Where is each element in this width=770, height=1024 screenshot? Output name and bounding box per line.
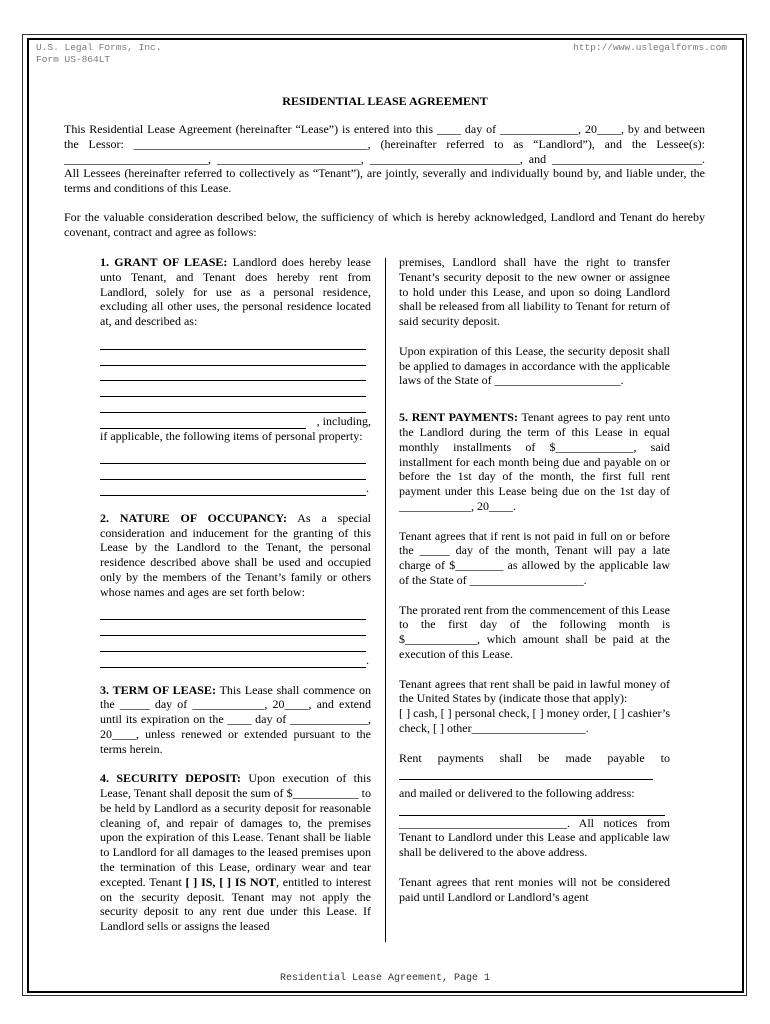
residence-line[interactable] bbox=[100, 382, 366, 397]
rent-text: Tenant agrees to pay rent unto the Landlord during the term of this Lease in equal monthly installments of $_____________, said installment for each month being due and payable on or before the 1st day of the month, the first full rent payment under this Lease being due on the 1st day of ____________, 20____. bbox=[399, 410, 670, 513]
header-left bbox=[36, 42, 161, 66]
property-blank-lines bbox=[100, 450, 371, 496]
rent-heading: 5. RENT PAYMENTS: bbox=[399, 410, 518, 425]
payable-to-text: Rent payments shall be made payable to bbox=[399, 750, 670, 765]
residence-blank-lines bbox=[100, 335, 371, 413]
section-term-of-lease bbox=[100, 683, 371, 757]
residence-last-line[interactable] bbox=[100, 416, 306, 429]
payment-methods[interactable]: [ ] cash, [ ] personal check, [ ] money order, [ ] cashier’s check, [ ] other___________________. bbox=[399, 706, 670, 735]
form-number: Form US-864LT bbox=[36, 54, 111, 65]
residence-line[interactable] bbox=[100, 398, 366, 413]
property-last-row bbox=[100, 481, 371, 496]
page-footer: Residential Lease Agreement, Page 1 bbox=[279, 973, 491, 984]
residence-line[interactable] bbox=[100, 351, 366, 366]
section-security-deposit bbox=[100, 771, 371, 934]
occupancy-heading: 2. NATURE OF OCCUPANCY: bbox=[100, 510, 287, 525]
lawful-money-text: Tenant agrees that rent shall be paid in lawful money of the United States by (indicate those that apply): bbox=[399, 676, 670, 706]
section-rent-payments bbox=[399, 410, 670, 514]
occupant-line[interactable] bbox=[100, 621, 366, 636]
term-heading: 3. TERM OF LEASE: bbox=[100, 682, 216, 697]
property-items-text: if applicable, the following items of personal property: bbox=[100, 428, 363, 443]
period: . bbox=[366, 481, 369, 496]
option-is-not-checkbox[interactable]: [ ] IS NOT bbox=[219, 874, 276, 889]
prorated-rent-text: The prorated rent from the commencement of this Lease to the first day of the following month is $____________, which amount shall be paid at the execution of this Lease. bbox=[399, 602, 670, 661]
property-line[interactable] bbox=[100, 465, 366, 480]
mailed-text: and mailed or delivered to the following address: bbox=[399, 786, 635, 801]
residence-line[interactable] bbox=[100, 367, 366, 382]
occupant-blank-lines bbox=[100, 606, 371, 668]
right-column bbox=[399, 255, 670, 919]
notices-text: ____________________________. All notices from Tenant to Landlord under this Lease and applicable law shall be delivered to the above address. bbox=[399, 815, 670, 860]
occupant-last-row bbox=[100, 653, 371, 668]
rent-monies-text: Tenant agrees that rent monies will not be considered paid until Landlord or Landlord’s agent bbox=[399, 874, 670, 904]
occupant-line[interactable] bbox=[100, 655, 366, 668]
address-line[interactable] bbox=[399, 801, 665, 816]
including-label: , including, bbox=[316, 413, 371, 428]
property-line[interactable] bbox=[100, 483, 366, 496]
consideration-paragraph: For the valuable consideration described below, the sufficiency of which is hereby acknowledged, Landlord and Tenant do hereby covenant, contract and agree as follows: bbox=[64, 210, 705, 239]
option-is-checkbox[interactable]: [ ] IS, bbox=[185, 874, 216, 889]
period: . bbox=[366, 652, 369, 667]
deposit-heading: 4. SECURITY DEPOSIT: bbox=[100, 771, 242, 786]
section-grant-of-lease bbox=[100, 255, 371, 329]
section-nature-of-occupancy bbox=[100, 511, 371, 600]
document-title: RESIDENTIAL LEASE AGREEMENT bbox=[282, 94, 488, 108]
left-column bbox=[100, 255, 371, 949]
grant-heading: 1. GRANT OF LEASE: bbox=[100, 255, 228, 269]
term-text: This Lease shall commence on the _____ day of ____________, 20____, and extend until its expiration on the ____ day of _____________, 20____, unless renewed or extended pursuant to the terms herein. bbox=[100, 682, 371, 756]
deposit-text-a: Upon execution of this Lease, Tenant shall deposit the sum of $___________ to be held by Landlord as a security deposit for reasonable cleaning of, and repair of damages to, the premises upon the expiration of this Lease. Tenant shall be liable to Landlord for all damages to the leased premises upon the termination of this Lease, ordinary wear and tear excepted. Tenant bbox=[100, 771, 372, 889]
header-url[interactable]: http://www.uslegalforms.com bbox=[573, 42, 727, 53]
column-divider bbox=[385, 258, 386, 942]
occupant-line[interactable] bbox=[100, 606, 366, 621]
property-line[interactable] bbox=[100, 450, 366, 465]
occupancy-text: As a special consideration and inducement for the granting of this Lease by the Landlord to the Tenant, the personal residence described above shall be used and occupied only by the members of the Tenant’s family or others whose names and ages are set forth below: bbox=[100, 510, 371, 599]
residence-line[interactable] bbox=[100, 335, 366, 350]
late-charge-text: Tenant agrees that if rent is not paid in full on or before the _____ day of the month, Tenant will pay a late charge of $________ as allowed by the applicable law of the State of ___________________. bbox=[399, 528, 670, 587]
deposit-continued: premises, Landlord shall have the right to transfer Tenant’s security deposit to the new owner or assignee to hold under this Lease, and upon so doing Landlord shall be released from all liability to Tenant for return of said security deposit. bbox=[399, 255, 670, 329]
company-name: U.S. Legal Forms, Inc. bbox=[36, 42, 162, 53]
intro-paragraph: This Residential Lease Agreement (hereinafter “Lease”) is entered into this ____ day of _____________, 20____, by and between the Lessor: _______________________________________, (hereinafter referred to as “Landlord”), and the Lessee(s): ________________________, ________________________, _________________________, and _________________________. All Lessees (hereinafter referred to collectively as “Tenant”), are jointly, severally and individually bound by, and liable under, the terms and conditions of this Lease. bbox=[64, 122, 705, 196]
including-line bbox=[100, 414, 371, 429]
occupant-line[interactable] bbox=[100, 637, 366, 652]
payee-line[interactable] bbox=[399, 765, 653, 780]
grant-text: Landlord does hereby lease unto Tenant, and Tenant does hereby rent from Landlord, solely for use as a personal residence, excluding all other uses, the personal residence located at, and described as: bbox=[100, 255, 372, 329]
deposit-expiration: Upon expiration of this Lease, the security deposit shall be applied to damages in accordance with the applicable laws of the State of _____________________. bbox=[399, 343, 670, 388]
deposit-text-b: , entitled to interest on the security deposit. Tenant may not apply the security deposit to any rent due under this Lease. If Landlord sells or assigns the leased bbox=[100, 874, 371, 934]
